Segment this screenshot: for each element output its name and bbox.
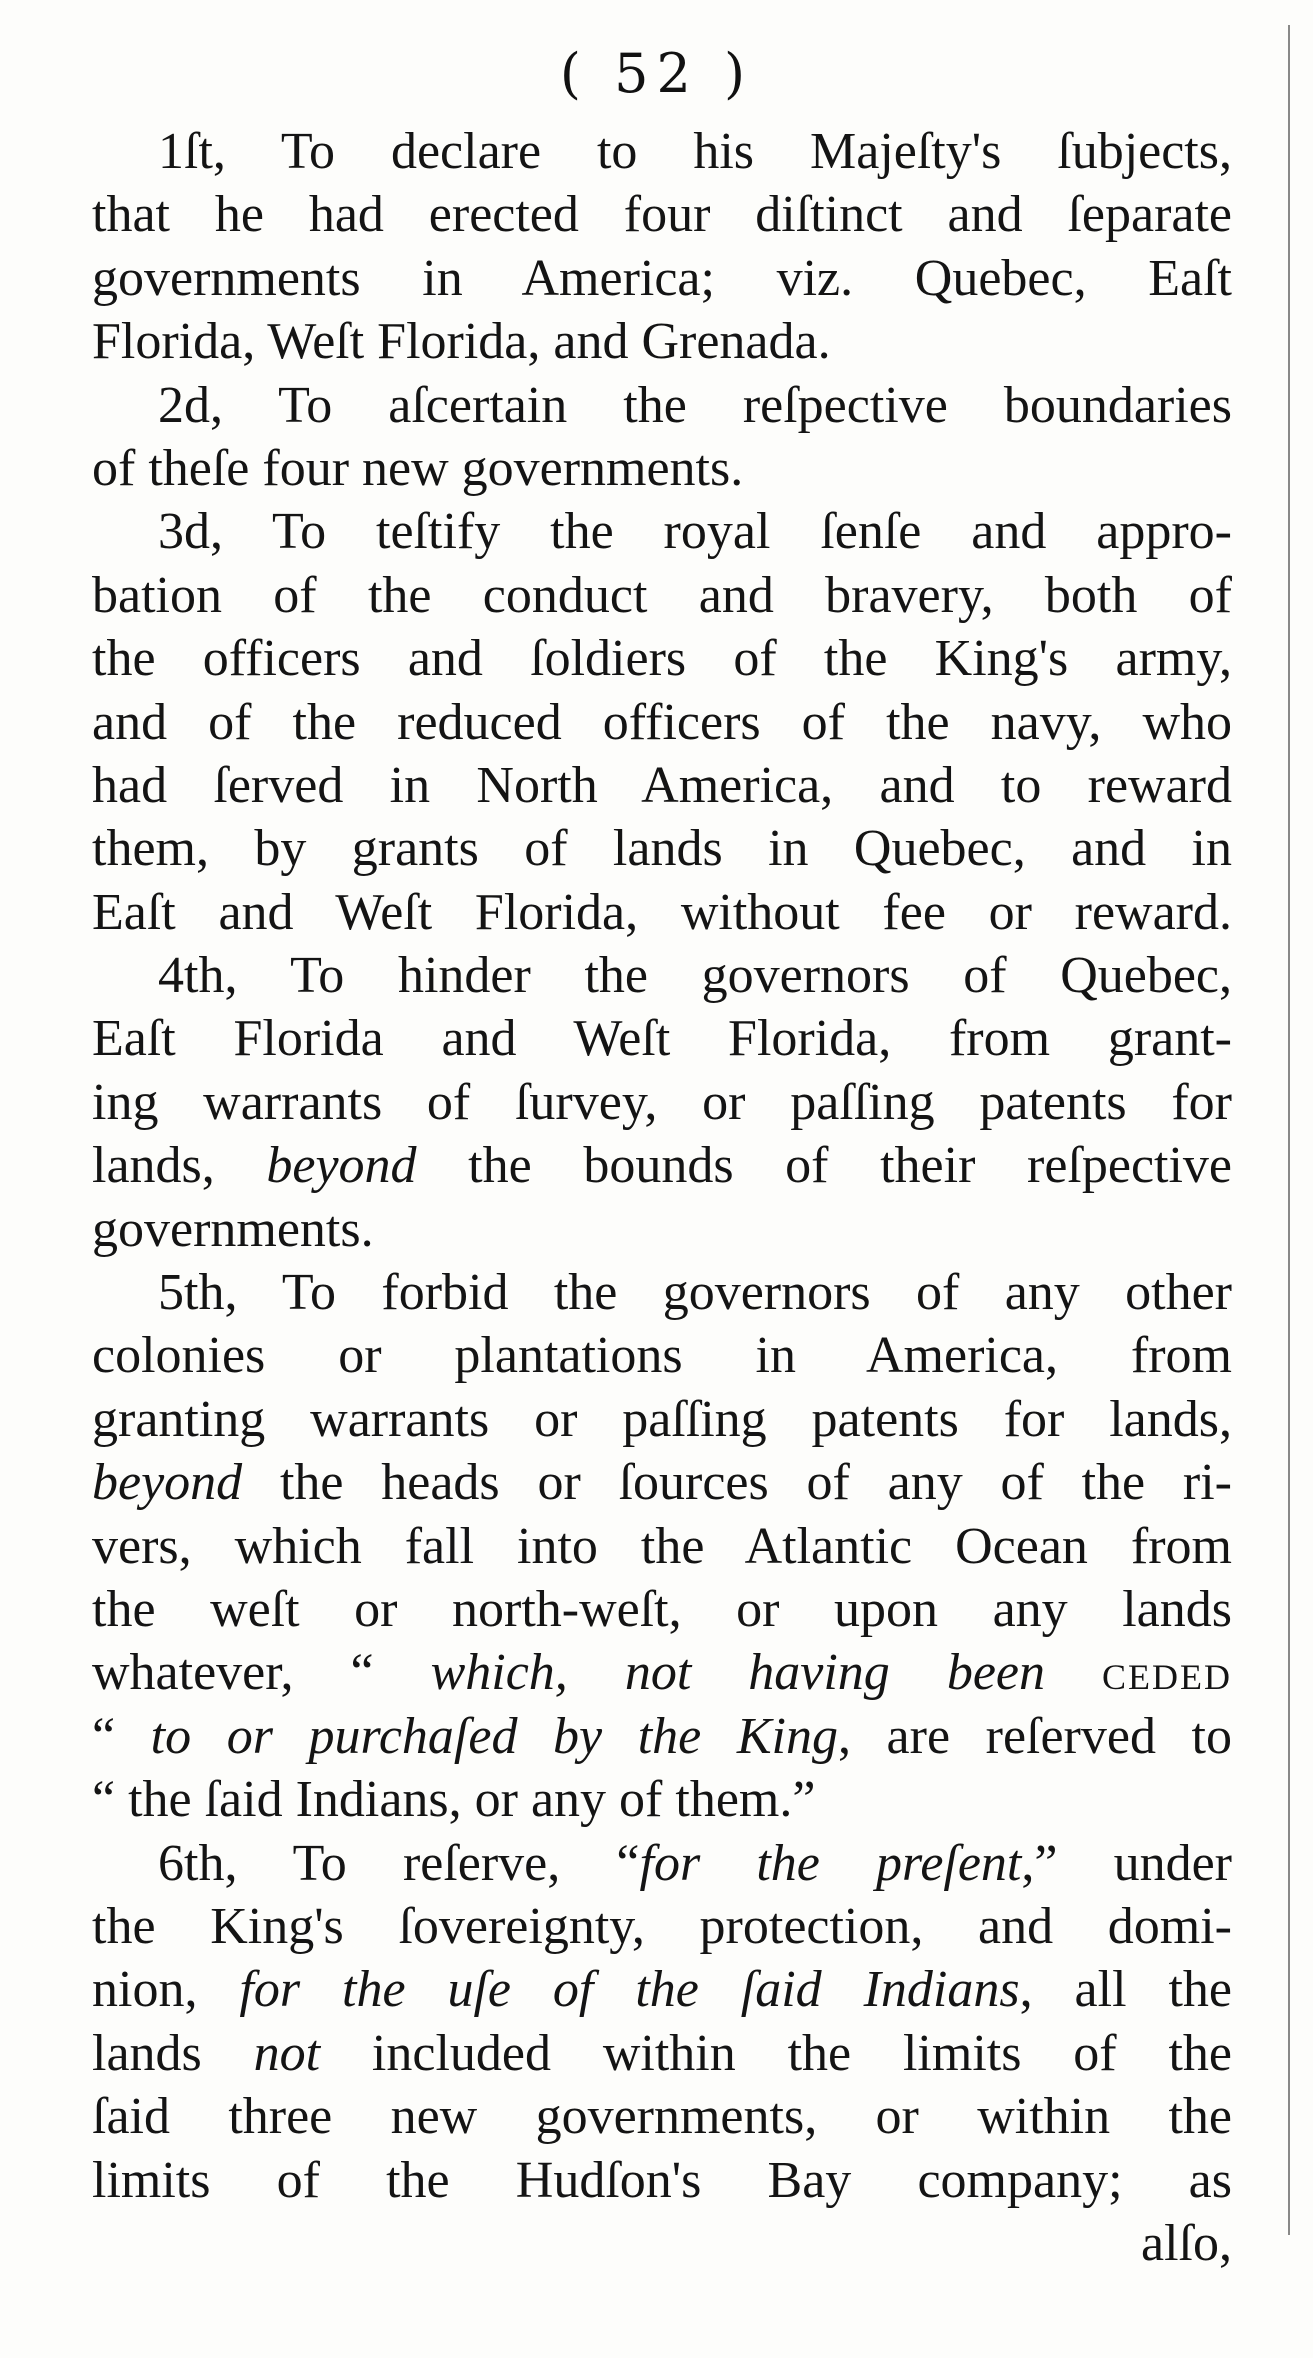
text-line: Florida, Weſt Florida, and Grenada.: [92, 313, 831, 371]
text-line: the officers and ſoldiers of the King's army,: [92, 630, 1232, 688]
text-segment: lands: [92, 2024, 254, 2082]
text-segment: “: [92, 1707, 151, 1765]
text-line: alſo,: [1141, 2214, 1232, 2272]
text-line: Eaſt and Weſt Florida, without fee or reward.: [92, 883, 1232, 941]
text-segment: [1045, 1644, 1102, 1701]
text-line: that he had erected four diſtinct and ſeparate: [92, 186, 1232, 244]
text-line: granting warrants or paſſing patents for lands,: [92, 1390, 1232, 1448]
text-segment: , all the: [1019, 1961, 1232, 2019]
text-line: the weſt or north-weſt, or upon any lands: [92, 1580, 1232, 1638]
page-edge-rule: [1288, 25, 1290, 2235]
text-segment: ,” under: [1021, 1834, 1232, 1892]
italic-text: which, not having been: [430, 1644, 1045, 1702]
text-line: of theſe four new governments.: [92, 439, 744, 497]
text-line: [92, 1705, 1232, 1768]
text-line: [92, 1832, 1232, 1895]
text-line: and of the reduced officers of the navy, who: [92, 693, 1232, 751]
text-line: [92, 1134, 1232, 1197]
text-line: limits of the Hudſon's Bay company; as: [92, 2151, 1232, 2209]
italic-text: beyond: [92, 1454, 243, 1512]
text-segment: nion,: [92, 1961, 240, 2019]
italic-text: for the preſent: [639, 1834, 1022, 1892]
text-line: [92, 2022, 1232, 2085]
text-line: ing warrants of ſurvey, or paſſing patents for: [92, 1073, 1232, 1131]
text-line: 5th, To forbid the governors of any other: [158, 1264, 1232, 1322]
text-line: the King's ſovereignty, protection, and domi-: [92, 1897, 1232, 1955]
italic-text: beyond: [266, 1137, 417, 1195]
text-line: governments.: [92, 1200, 374, 1258]
text-line: [92, 1641, 1232, 1704]
text-line: 2d, To aſcertain the reſpective boundaries: [158, 376, 1232, 434]
text-segment: the bounds of their reſpective: [416, 1137, 1232, 1195]
text-segment: included within the limits of the: [320, 2024, 1233, 2082]
text-line: them, by grants of lands in Quebec, and in: [92, 820, 1232, 878]
text-line: Eaſt Florida and Weſt Florida, from grant-: [92, 1010, 1232, 1068]
italic-text: to or purchaſed by the King: [150, 1707, 838, 1765]
italic-text: not: [253, 2024, 321, 2082]
text-segment: 6th, To reſerve, “: [158, 1834, 640, 1892]
text-line: 4th, To hinder the governors of Quebec,: [158, 947, 1232, 1005]
text-line: ſaid three new governments, or within the: [92, 2088, 1232, 2146]
text-line: colonies or plantations in America, from: [92, 1327, 1232, 1385]
body-text: [92, 120, 1232, 2275]
text-segment: the heads or ſources of any of the ri-: [242, 1454, 1232, 1512]
text-line: 3d, To teſtify the royal ſenſe and appro-: [158, 503, 1232, 561]
text-segment: , are reſerved to: [837, 1707, 1232, 1765]
text-line: bation of the conduct and bravery, both of: [92, 566, 1232, 624]
small-caps-text: ceded: [1102, 1644, 1232, 1702]
text-line: vers, which fall into the Atlantic Ocean from: [92, 1517, 1232, 1575]
text-segment: lands,: [92, 1137, 267, 1195]
text-line: [92, 1451, 1232, 1514]
text-line: “ the ſaid Indians, or any of them.”: [92, 1771, 816, 1829]
italic-text: for the uſe of the ſaid Indians: [239, 1961, 1020, 2019]
page-number: ( 52 ): [559, 42, 754, 105]
text-line: [92, 1958, 1232, 2021]
text-line: 1ſt, To declare to his Majeſty's ſubjects,: [158, 123, 1232, 180]
text-line: governments in America; viz. Quebec, Eaſt: [92, 249, 1232, 307]
text-segment: whatever, “: [92, 1644, 431, 1702]
text-line: had ſerved in North America, and to reward: [92, 756, 1232, 814]
